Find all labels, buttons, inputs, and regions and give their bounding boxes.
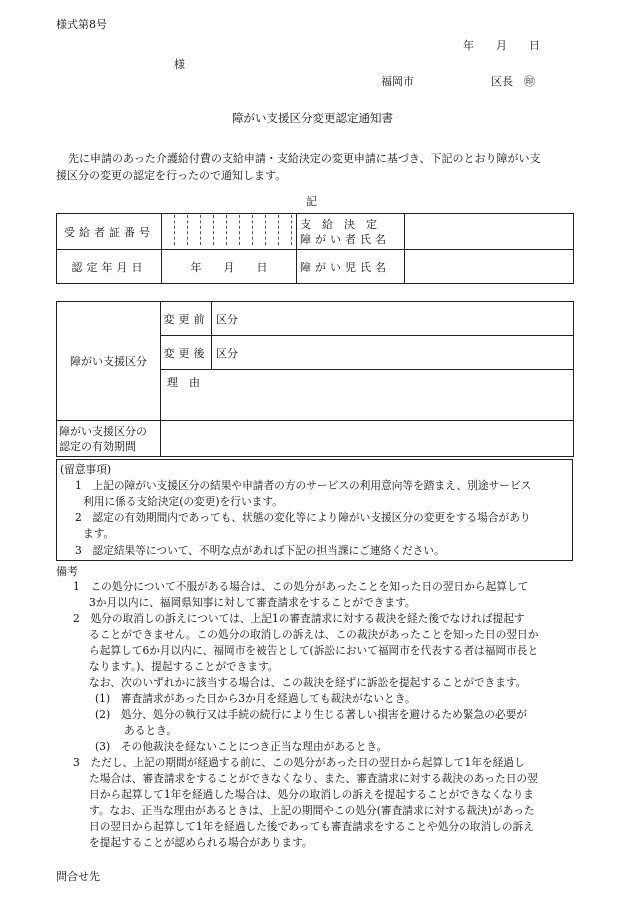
remarks-line: ら起算して6か月以内に、福岡市を被告として(訴訟において福岡市を代表する者は福岡市長と <box>89 644 539 657</box>
remarks-line: 日の翌日から起算して1年を経過した後であっても審査請求をすることや処分の取消しの訴え <box>89 820 534 833</box>
remarks-line: を提起することが認められる場合があります。 <box>89 836 313 849</box>
issuer: 福岡市 区長 ㊞ <box>381 75 535 88</box>
remarks-line: (3) その他裁決を経ないことにつき正当な理由があるとき。 <box>95 740 388 753</box>
intro-line-2: 援区分の変更の認定を行ったので通知します。 <box>56 169 287 182</box>
notes-line: 利用に係る支給決定(の変更)を行います。 <box>83 495 283 508</box>
notes-line: 3 認定結果等について、不明な点があれば下記の担当課にご連絡ください。 <box>75 544 445 557</box>
before-label: 変更前 <box>161 302 212 336</box>
notes-line: 2 認定の有効期間内であっても、状態の変化等により障がい支援区分の変更をする場合があり <box>75 511 531 524</box>
notes-heading: (留意事項) <box>60 463 112 476</box>
remarks-heading: 備考 <box>56 565 78 578</box>
decision-person-label: 支 給 決 定 障がい者氏名 <box>297 214 405 250</box>
remarks-line: す。なお、正当な理由があるときは、上記の期間やこの処分(審査請求に対する裁決)があった <box>89 804 535 817</box>
after-label: 変更後 <box>161 336 212 370</box>
child-name-label: 障がい児氏名 <box>297 250 405 284</box>
child-name-field[interactable] <box>405 250 574 284</box>
remarks-line: なります。)、提起することができます。 <box>89 660 279 673</box>
support-category-label: 障がい支援区分 <box>57 302 161 421</box>
remarks-line: 日から起算して1年を経過した場合は、処分の取消しの訴えを提起することができなくなりま <box>89 788 534 801</box>
after-value[interactable]: 区分 <box>212 336 574 370</box>
contact-label: 問合せ先 <box>56 870 100 883</box>
remarks-line: ることができません。この処分の取消しの訴えは、この裁決があったことを知った日の翌日か <box>89 628 539 641</box>
intro-line-1: 先に申請のあった介護給付費の支給申請・支給決定の変更申請に基づき、下記のとおり障がい支 <box>68 152 541 165</box>
remarks-line: た場合は、審査請求をすることができなくなり、また、審査請求に対する裁決のあった日の翌 <box>89 772 538 785</box>
notes-line: ます。 <box>83 527 115 540</box>
ki-label: 記 <box>306 195 317 208</box>
remarks-line: (1) 審査請求があった日から3か月を経過しても裁決がないとき。 <box>95 692 416 705</box>
remarks-line: 3か月以内に、福岡県知事に対して審査請求をすることができます。 <box>89 596 416 609</box>
form-number: 様式第8号 <box>56 18 107 31</box>
document-title: 障がい支援区分変更認定通知書 <box>232 111 393 125</box>
reason-label: 理 由 <box>167 376 200 389</box>
validity-field[interactable] <box>161 421 574 457</box>
reason-field[interactable] <box>161 370 574 421</box>
decision-person-name-field[interactable] <box>405 214 574 250</box>
remarks-line: なお、次のいずれかに該当する場合は、この裁決を経ずに訴訟を提起することができます。 <box>89 676 527 689</box>
support-category-table <box>56 301 574 457</box>
cert-number-label: 受給者証番号 <box>57 214 162 250</box>
notes-box <box>56 459 573 561</box>
notes-line: 1 上記の障がい支援区分の結果や申請者の方のサービスの利用意向等を踏まえ、別途サービス <box>75 479 532 492</box>
cert-date-field[interactable]: 年 月 日 <box>162 250 297 284</box>
remarks-line: あるとき。 <box>124 724 178 737</box>
date-field: 年 月 日 <box>463 39 540 52</box>
addressee-suffix: 様 <box>174 58 185 71</box>
before-value[interactable]: 区分 <box>212 302 574 336</box>
recipient-table <box>56 213 574 284</box>
cert-date-label: 認定年月日 <box>57 250 162 284</box>
remarks-line: (2) 処分、処分の執行又は手続の続行により生じる著しい損害を避けるため緊急の必要が <box>95 708 527 721</box>
remarks-line: 2 処分の取消しの訴えについては、上記1の審査請求に対する裁決を経た後でなければ提起す <box>73 612 525 625</box>
validity-label: 障がい支援区分の 認定の有効期間 <box>57 421 161 457</box>
remarks-line: 1 この処分について不服がある場合は、この処分があったことを知った日の翌日から起算して <box>73 580 529 593</box>
cert-number-boxes[interactable] <box>162 214 297 250</box>
remarks-line: 3 ただし、上記の期間が経過する前に、この処分があった日の翌日から起算して1年を経過し <box>73 756 525 769</box>
